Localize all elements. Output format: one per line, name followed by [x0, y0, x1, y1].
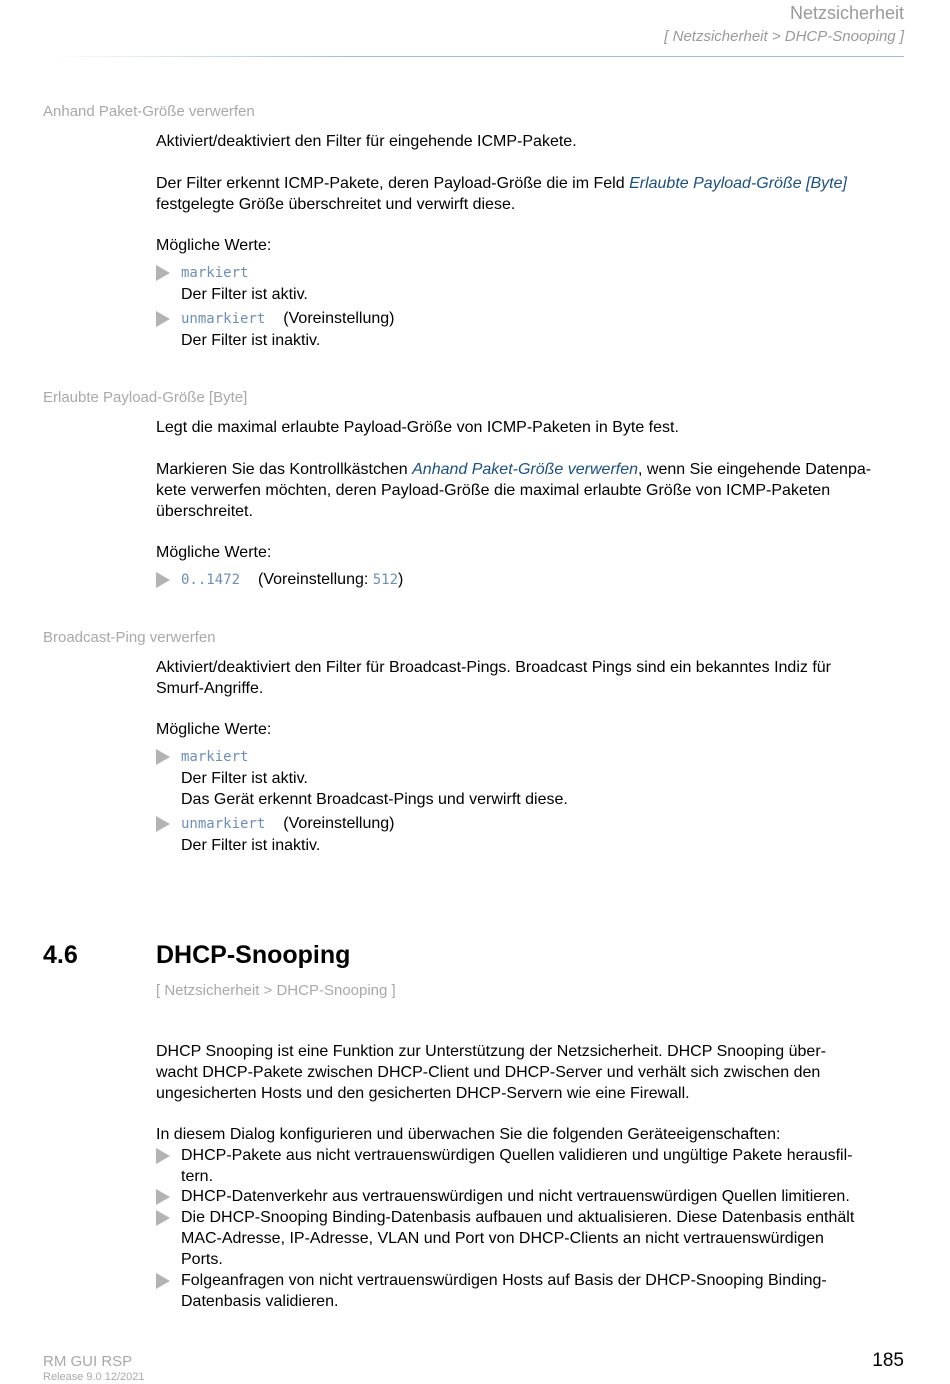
default-value-code: 512: [372, 572, 399, 588]
param3-values-label: Mögliche Werte:: [156, 721, 272, 738]
default-note-prefix: (Voreinstellung:: [258, 571, 373, 588]
param2-description-2: [156, 459, 906, 522]
param1-description: Aktiviert/deaktiviert den Filter für eingehende ICMP-Pakete.: [156, 133, 577, 150]
default-note: (Voreinstellung): [283, 815, 395, 832]
triangle-bullet-icon: [156, 311, 170, 327]
param3-value-markiert: [156, 746, 906, 810]
param2-desc2-text-cont: , wenn Sie eingehende Datenpa-: [638, 461, 872, 478]
page-number: 185: [872, 1350, 904, 1371]
param2-value-range: [156, 569, 906, 591]
value-description: Der Filter ist aktiv.: [181, 286, 308, 303]
running-header-breadcrumb: [ Netzsicherheit > DHCP-Snooping ]: [664, 28, 904, 45]
default-note: (Voreinstellung): [283, 310, 395, 327]
triangle-bullet-icon: [156, 1273, 170, 1289]
footer-release: Release 9.0 12/2021: [43, 1371, 145, 1383]
param1-desc2-text: Der Filter erkennt ICMP-Pakete, deren Payload-Größe die im Feld: [156, 175, 630, 192]
triangle-bullet-icon: [156, 1210, 170, 1226]
value-code-unmarkiert: unmarkiert: [181, 311, 266, 327]
param3-desc-line1: Aktiviert/deaktiviert den Filter für Broadcast-Pings. Broadcast Pings sind ein bekanntes Indiz für: [156, 659, 831, 676]
param-name-broadcast-ping-verwerfen: Broadcast-Ping verwerfen: [43, 629, 216, 646]
value-description-2: Das Gerät erkennt Broadcast-Pings und verwirft diese.: [181, 791, 568, 808]
link-erlaubte-payload-groesse[interactable]: Erlaubte Payload-Größe [Byte]: [629, 175, 847, 192]
section-title: DHCP-Snooping: [156, 941, 351, 969]
triangle-bullet-icon: [156, 816, 170, 832]
value-description: Der Filter ist aktiv.: [181, 770, 308, 787]
param3-desc-line2: Smurf-Angriffe.: [156, 680, 264, 697]
param1-value-markiert: [156, 262, 906, 305]
value-code-unmarkiert: unmarkiert: [181, 816, 266, 832]
feature-bullet-2: [156, 1186, 906, 1207]
feature-bullet-4: [156, 1270, 906, 1312]
bullet-line: tern.: [181, 1168, 214, 1185]
param2-desc2-line2: kete verwerfen möchten, deren Payload-Größe die maximal erlaubte Größe von ICMP-Paketen: [156, 482, 831, 499]
footer-document-name: RM GUI RSP: [43, 1353, 133, 1370]
bullet-line: DHCP-Datenverkehr aus vertrauenswürdigen und nicht vertrauenswürdigen Quellen limitieren.: [181, 1188, 850, 1205]
default-note-suffix: ): [398, 571, 404, 588]
param1-value-unmarkiert: [156, 308, 906, 351]
section-intro: [156, 1041, 906, 1104]
section-breadcrumb: [ Netzsicherheit > DHCP-Snooping ]: [156, 982, 396, 999]
intro-line1: DHCP Snooping ist eine Funktion zur Unterstützung der Netzsicherheit. DHCP Snooping über-: [156, 1043, 826, 1060]
param1-values-label: Mögliche Werte:: [156, 237, 272, 254]
param2-desc2-text: Markieren Sie das Kontrollkästchen: [156, 461, 413, 478]
bullet-line: Ports.: [181, 1251, 223, 1268]
param2-values-label: Mögliche Werte:: [156, 544, 272, 561]
dialog-intro: In diesem Dialog konfigurieren und überwachen Sie die folgenden Geräteeigenschaften:: [156, 1126, 781, 1143]
param-name-anhand-paket-groesse: Anhand Paket-Größe verwerfen: [43, 103, 255, 120]
value-description: Der Filter ist inaktiv.: [181, 332, 321, 349]
param1-description-2: [156, 173, 906, 215]
triangle-bullet-icon: [156, 749, 170, 765]
bullet-line: DHCP-Pakete aus nicht vertrauenswürdigen Quellen validieren und ungültige Pakete herausfil-: [181, 1147, 853, 1164]
param3-description: [156, 657, 906, 699]
value-description: Der Filter ist inaktiv.: [181, 837, 321, 854]
intro-line3: ungesicherten Hosts und den gesicherten DHCP-Servern wie eine Firewall.: [156, 1085, 690, 1102]
value-code-markiert: markiert: [181, 749, 249, 765]
value-code-range: 0..1472: [181, 572, 241, 588]
param-name-erlaubte-payload-groesse: Erlaubte Payload-Größe [Byte]: [43, 389, 248, 406]
param1-desc2-text-end: festgelegte Größe überschreitet und verwirft diese.: [156, 196, 516, 213]
intro-line2: wacht DHCP-Pakete zwischen DHCP-Client und DHCP-Server und verhält sich zwischen den: [156, 1064, 821, 1081]
triangle-bullet-icon: [156, 1148, 170, 1164]
triangle-bullet-icon: [156, 572, 170, 588]
link-anhand-paket-groesse[interactable]: Anhand Paket-Größe verwerfen: [412, 461, 639, 478]
section-number: 4.6: [43, 941, 78, 969]
triangle-bullet-icon: [156, 1189, 170, 1205]
param2-description: Legt die maximal erlaubte Payload-Größe von ICMP-Paketen in Byte fest.: [156, 419, 679, 436]
param3-value-unmarkiert: [156, 813, 906, 856]
feature-bullet-1: [156, 1145, 906, 1187]
value-code-markiert: markiert: [181, 265, 249, 281]
header-divider: [46, 56, 904, 57]
bullet-line: Die DHCP-Snooping Binding-Datenbasis aufbauen und aktualisieren. Diese Datenbasis enthält: [181, 1209, 855, 1226]
param2-desc2-line3: überschreitet.: [156, 503, 253, 520]
running-header-title: Netzsicherheit: [789, 3, 904, 23]
triangle-bullet-icon: [156, 265, 170, 281]
bullet-line: MAC-Adresse, IP-Adresse, VLAN und Port von DHCP-Clients an nicht vertrauenswürdigen: [181, 1230, 824, 1247]
feature-bullet-3: [156, 1207, 906, 1270]
bullet-line: Folgeanfragen von nicht vertrauenswürdigen Hosts auf Basis der DHCP-Snooping Binding-: [181, 1272, 827, 1289]
bullet-line: Datenbasis validieren.: [181, 1293, 339, 1310]
